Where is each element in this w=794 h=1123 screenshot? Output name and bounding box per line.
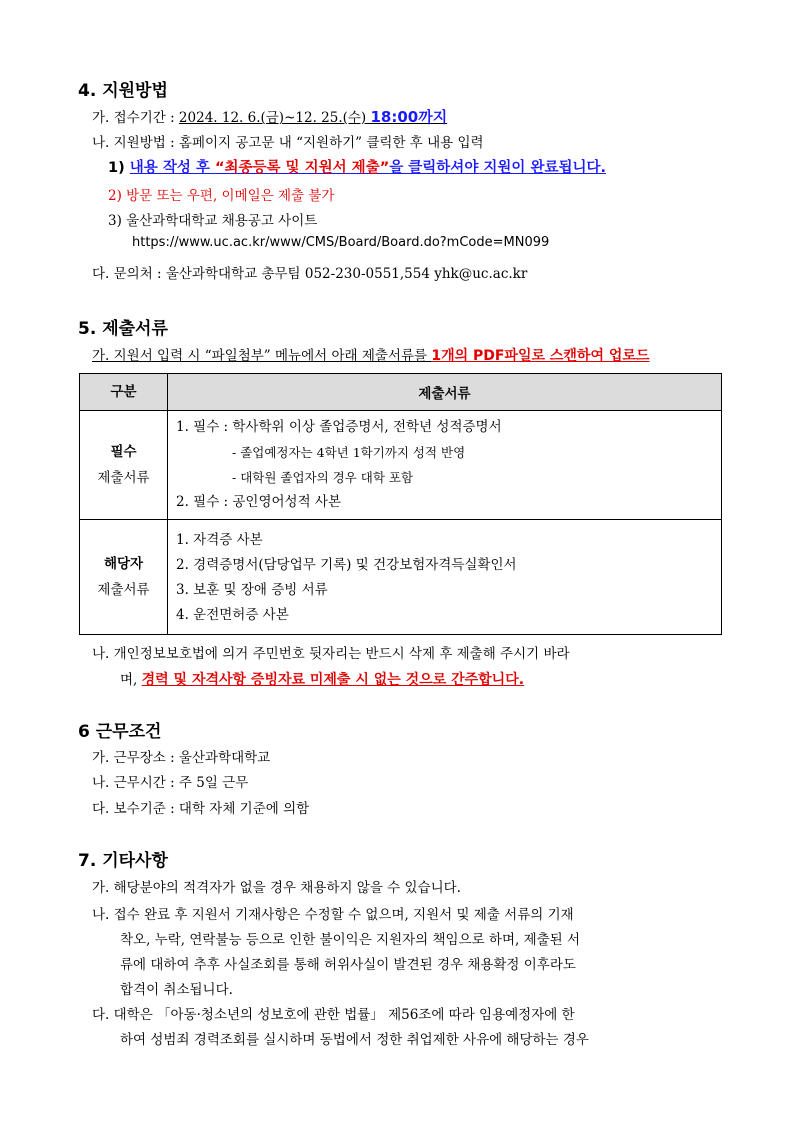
s7-item-b-line1: 나. 접수 완료 후 지원서 기재사항은 수정할 수 없으며, 지원서 및 제출 서류의 기재 xyxy=(92,907,574,923)
optional-documents xyxy=(168,520,722,635)
s7-item-a: 가. 해당분야의 적격자가 없을 경우 채용하지 않을 수 있습니다. xyxy=(92,880,461,896)
list-item: - 졸업예정자는 4학년 1학기까지 성적 반영 xyxy=(232,445,466,460)
s4-item-b3: 3) 울산과학대학교 채용공고 사이트 xyxy=(108,213,318,229)
s7-item-b-line4: 합격이 취소됩니다. xyxy=(120,982,233,998)
section-5-title: 5. 제출서류 xyxy=(78,319,168,339)
s5-a-text: 가. 지원서 입력 시 “파일첨부” 메뉴에서 아래 제출서류를 xyxy=(92,348,432,364)
table-header-row xyxy=(80,374,722,411)
list-item: 2. 필수 : 공인영어성적 사본 xyxy=(176,494,342,510)
s4-b1-text: 내용 작성 후 “최종등록 및 지원서 제출”을 클릭하셔야 지원이 완료됩니다. xyxy=(129,160,606,176)
list-item: - 대학원 졸업자의 경우 대학 포함 xyxy=(232,470,414,485)
s5-item-b-line1: 나. 개인정보보호법에 의거 주민번호 뒷자리는 반드시 삭제 후 제출해 주시기 바라 xyxy=(92,646,570,662)
section-6-title: 6 근무조건 xyxy=(78,722,162,742)
s6-item-c: 다. 보수기준 : 대학 자체 기준에 의함 xyxy=(92,801,310,817)
s4-a-deadline: 18:00까지 xyxy=(370,108,448,126)
section-4-title: 4. 지원방법 xyxy=(78,81,168,101)
s4-recruit-url[interactable]: https://www.uc.ac.kr/www/CMS/Board/Board.do?mCode=MN099 xyxy=(132,235,550,250)
s7-item-b-line3: 류에 대하여 추후 사실조회를 통해 허위사실이 발견된 경우 채용확정 이후라도 xyxy=(120,957,576,973)
s4-b1-num: 1) xyxy=(108,160,130,176)
list-item: 1. 필수 : 학사학위 이상 졸업증명서, 전학년 성적증명서 xyxy=(176,419,502,435)
s7-item-c-line1: 다. 대학은 「아동·청소년의 성보호에 관한 법률」 제56조에 따라 임용예정자에 한 xyxy=(92,1007,575,1023)
s4-a-period: 2024. 12. 6.(금)~12. 25.(수) 18:00까지 xyxy=(178,108,448,126)
s5-b-emphasis: 경력 및 자격사항 증빙자료 미제출 시 없는 것으로 간주합니다. xyxy=(141,672,525,688)
s7-item-c-line2: 하여 성범죄 경력조회를 실시하며 동법에서 정한 취업제한 사유에 해당하는 경우 xyxy=(120,1032,589,1048)
s5-a-emphasis: 1개의 PDF파일로 스캔하여 업로드 xyxy=(431,348,650,364)
s5-item-b-line2: 며, 경력 및 자격사항 증빙자료 미제출 시 없는 것으로 간주합니다. xyxy=(120,672,525,688)
required-documents xyxy=(168,411,722,520)
s4-item-a xyxy=(92,106,447,127)
s4-a-prefix: 가. 접수기간 : xyxy=(92,110,179,126)
s4-b1-emphasis: “최종등록 및 지원서 제출” xyxy=(214,160,390,176)
required-category: 필수 제출서류 xyxy=(80,411,168,520)
s6-item-a: 가. 근무장소 : 울산과학대학교 xyxy=(92,750,271,766)
list-item: 1. 자격증 사본 xyxy=(176,532,263,548)
optional-category: 해당자 제출서류 xyxy=(80,520,168,635)
s6-item-b: 나. 근무시간 : 주 5일 근무 xyxy=(92,775,249,791)
section-7-title: 7. 기타사항 xyxy=(78,851,168,871)
s7-item-b-line2: 착오, 누락, 연락불능 등으로 인한 불이익은 지원자의 책임으로 하며, 제출된 서 xyxy=(120,932,581,948)
s4-item-c: 다. 문의처 : 울산과학대학교 총무팀 052-230-0551,554 yhk@uc.ac.kr xyxy=(92,266,528,282)
col-category-header: 구분 xyxy=(80,374,168,411)
s4-item-b1 xyxy=(108,156,606,177)
list-item: 2. 경력증명서(담당업무 기록) 및 건강보험자격득실확인서 xyxy=(176,557,517,573)
s4-item-b: 나. 지원방법 : 홈페이지 공고문 내 “지원하기” 클릭한 후 내용 입력 xyxy=(92,135,484,151)
list-item: 3. 보훈 및 장애 증빙 서류 xyxy=(176,582,328,598)
s4-item-b2: 2) 방문 또는 우편, 이메일은 제출 불가 xyxy=(108,188,335,204)
documents-table xyxy=(79,373,722,635)
s5-item-a xyxy=(92,344,649,365)
list-item: 4. 운전면허증 사본 xyxy=(176,607,289,623)
table-row-required xyxy=(80,411,722,520)
table-row-optional xyxy=(80,520,722,635)
col-documents-header: 제출서류 xyxy=(168,374,722,411)
